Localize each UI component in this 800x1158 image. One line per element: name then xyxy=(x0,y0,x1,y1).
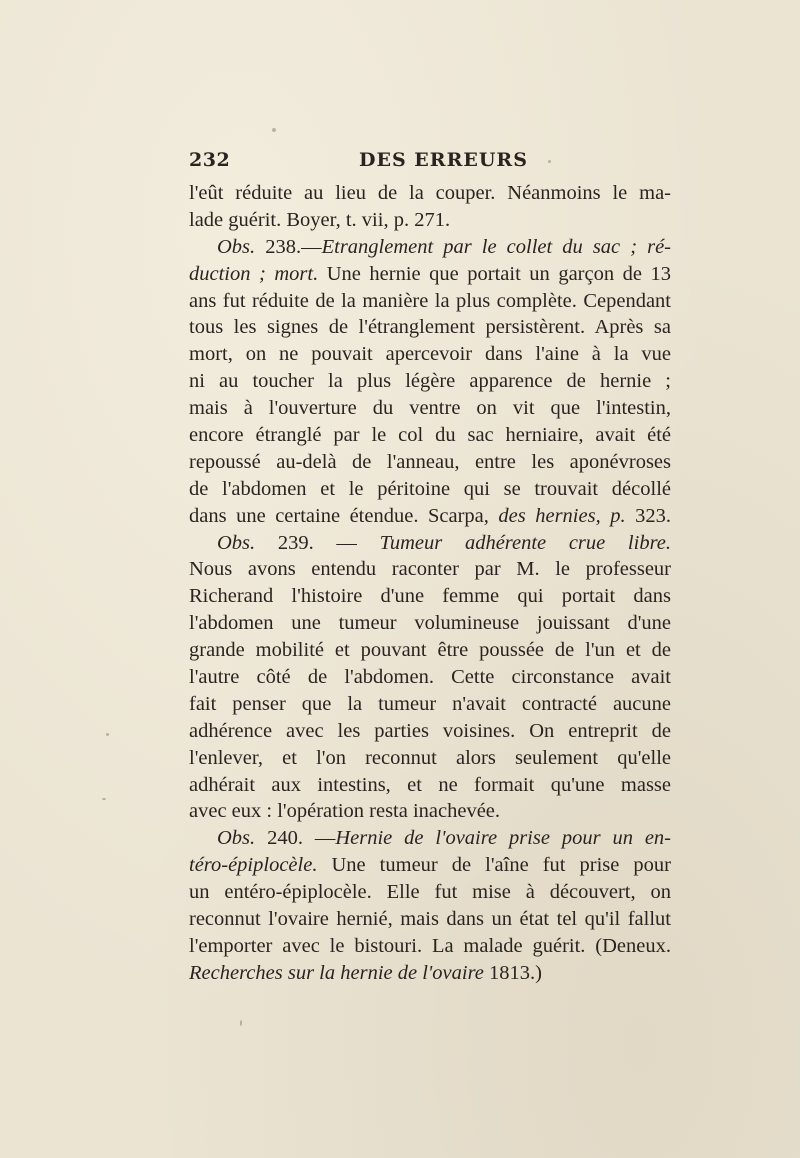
text-line: l'abdomen une tumeur volumineuse jouissant d'une xyxy=(189,612,671,635)
paper-speck xyxy=(272,128,276,132)
observation-239-heading xyxy=(189,530,671,557)
observation-238-heading xyxy=(189,234,671,261)
text-line: de l'abdomen et le péritoine qui se trouvait décollé xyxy=(189,477,671,500)
paper-speck xyxy=(660,862,663,865)
text-line: reconnut l'ovaire hernié, mais dans un état tel qu'il fallut xyxy=(189,908,671,931)
text-line: Nous avons entendu raconter par M. le professeur xyxy=(189,558,671,581)
text-line: ni au toucher la plus légère apparence de hernie ; xyxy=(189,370,671,393)
text-line xyxy=(189,261,671,288)
citation: des hernies, p. xyxy=(498,504,626,527)
obs-number: 239. xyxy=(277,531,314,554)
obs-title: Hernie de l'ovaire prise pour un en- xyxy=(335,827,672,850)
text-line: mort, on ne pouvait apercevoir dans l'aine à la vue xyxy=(189,343,671,366)
text-line: l'enlever, et l'on reconnut alors seulement qu'elle xyxy=(189,746,671,769)
text-line: adhérence avec les parties voisines. On entreprit de xyxy=(189,719,671,742)
citation-page: 323. xyxy=(625,504,671,527)
text-segment: Une hernie que portait un garçon de 13 xyxy=(318,262,672,285)
obs-title-continued: téro-épiplocèle. xyxy=(189,854,318,877)
text-line: encore étranglé par le col du sac herniaire, avait été xyxy=(189,424,671,447)
obs-number: 240. xyxy=(267,827,303,850)
text-line: fait penser que la tumeur n'avait contracté aucune xyxy=(189,692,671,715)
citation-tail: 1813.) xyxy=(483,961,542,984)
paper-speck xyxy=(106,733,109,736)
text-line: l'autre côté de l'abdomen. Cette circonstance avait xyxy=(189,666,671,689)
obs-label: Obs. xyxy=(217,235,256,258)
text-line xyxy=(189,852,671,879)
obs-title: Etranglement par le collet du sac ; ré- xyxy=(321,235,671,258)
obs-dash: — xyxy=(336,531,357,554)
text-line: mais à l'ouverture du ventre on vit que l'intestin, xyxy=(189,397,671,420)
paper-speck xyxy=(548,160,551,163)
text-line: adhérait aux intestins, et ne formait qu'une masse xyxy=(189,773,671,796)
text-line xyxy=(189,503,671,530)
obs-number: 238. xyxy=(265,235,302,258)
text-line: avec eux : l'opération resta inachevée. xyxy=(189,800,501,823)
obs-title-continued: duction ; mort. xyxy=(189,262,319,285)
obs-dash: — xyxy=(314,827,336,850)
text-line: tous les signes de l'étranglement persistèrent. Après sa xyxy=(189,316,671,339)
text-line: Richerand l'histoire d'une femme qui portait dans xyxy=(189,585,671,608)
obs-label: Obs. xyxy=(217,531,256,554)
text-line: grande mobilité et pouvant être poussée de l'un et de xyxy=(189,639,671,662)
running-title: DES ERREURS xyxy=(359,149,528,171)
text-segment: dans une certaine étendue. Scarpa, xyxy=(189,504,499,527)
text-line: ans fut réduite de la manière la plus complète. Cependant xyxy=(189,289,671,312)
text-line xyxy=(189,960,671,987)
text-line: lade guérit. Boyer, t. vii, p. 271. xyxy=(189,208,451,231)
text-line: repoussé au-delà de l'anneau, entre les aponévroses xyxy=(189,450,671,473)
body-text xyxy=(189,180,671,987)
observation-240-heading xyxy=(189,825,671,852)
paper-speck xyxy=(102,798,106,800)
text-line: l'eût réduite au lieu de la couper. Néanmoins le ma- xyxy=(189,182,671,204)
obs-label: Obs. xyxy=(217,827,256,850)
citation: Recherches sur la hernie de l'ovaire xyxy=(189,961,484,984)
obs-dash: — xyxy=(301,235,322,258)
page-number: 232 xyxy=(189,149,231,171)
obs-title: Tumeur adhérente crue libre. xyxy=(379,531,672,554)
paper-speck xyxy=(240,1020,242,1026)
text-line: l'emporter avec le bistouri. La malade guérit. (Deneux. xyxy=(189,934,671,957)
text-segment: Une tumeur de l'aîne fut prise pour xyxy=(317,854,671,877)
page-header xyxy=(189,149,669,175)
text-line: un entéro-épiplocèle. Elle fut mise à découvert, on xyxy=(189,881,671,904)
